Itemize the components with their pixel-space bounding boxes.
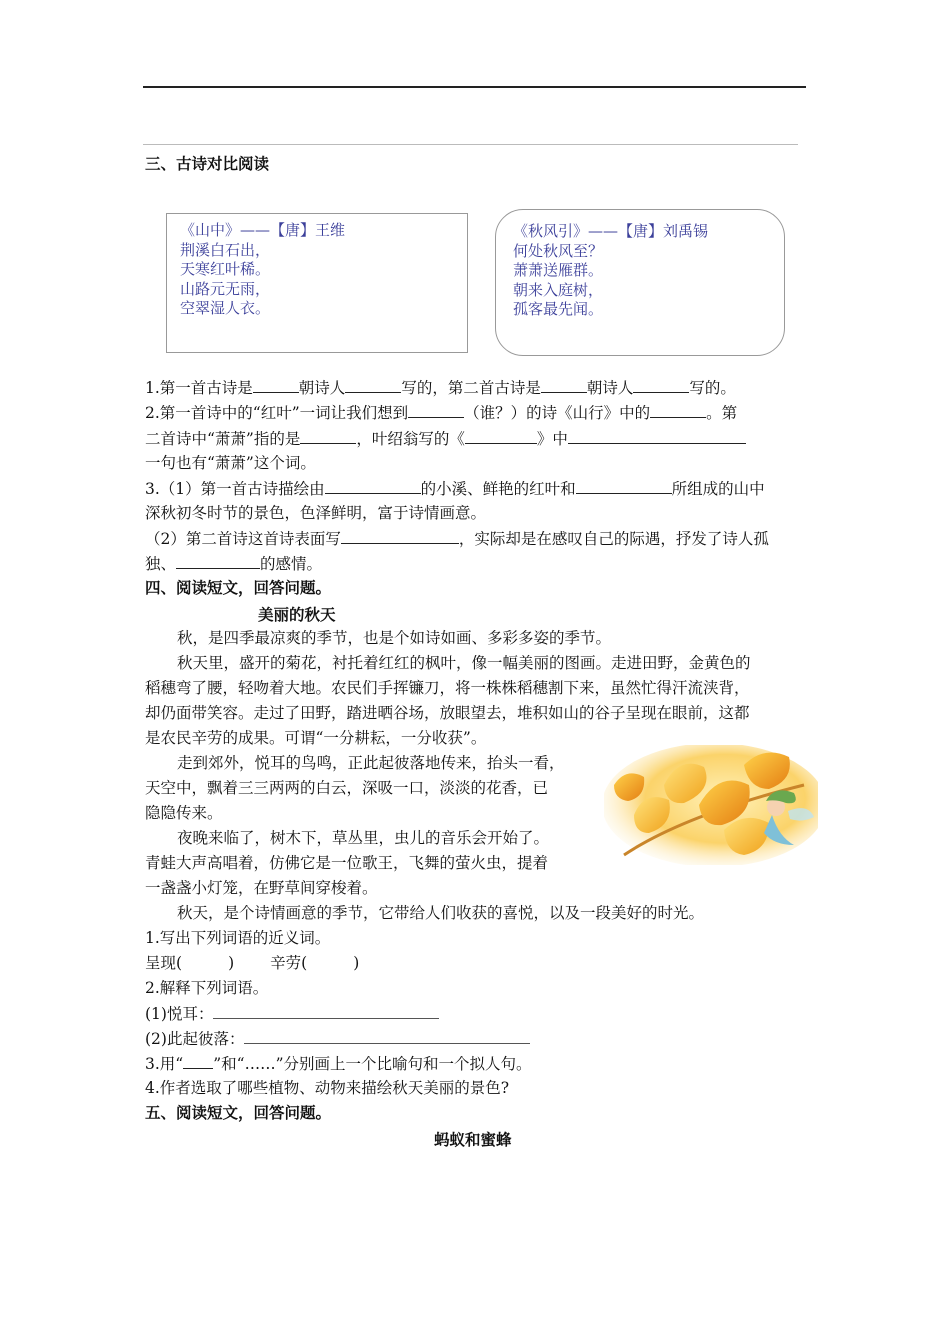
poem1-title: 《山中》——【唐】王维 <box>180 221 346 239</box>
answer-blank[interactable] <box>408 402 464 418</box>
answer-blank[interactable] <box>345 377 401 393</box>
s3-question-2-line1 <box>145 402 737 423</box>
answer-blank[interactable] <box>465 428 537 444</box>
answer-blank[interactable] <box>633 377 689 393</box>
poem2-title: 《秋风引》——【唐】刘禹锡 <box>513 222 709 240</box>
poem2 <box>513 222 708 320</box>
text: ，叶绍翁写的《 <box>356 430 465 448</box>
paragraph-5: 秋天，是个诗情画意的季节，它带给人们收获的喜悦，以及一段美好的时光。 <box>177 904 705 922</box>
answer-blank[interactable] <box>568 428 746 444</box>
s4-question-2: 2.解释下列词语。 <box>145 979 269 997</box>
s3-question-3-line1 <box>145 478 765 499</box>
s4-question-3 <box>145 1053 532 1074</box>
paragraph-2-line: 是农民辛劳的成果。可谓“一分耕耘，一分收获”。 <box>145 729 487 747</box>
s3-question-2-line3: 一句也有“萧萧”这个词。 <box>145 454 316 472</box>
text: 3.用“ <box>145 1055 184 1073</box>
paragraph-2-line: 却仍面带笑容。走过了田野，踏进晒谷场，放眼望去，堆积如山的谷子呈现在眼前，这都 <box>145 704 750 722</box>
poem2-line: 萧萧送雁群。 <box>513 261 604 279</box>
passage2-title: 蚂蚁和蜜蜂 <box>434 1130 512 1149</box>
s4-question-1-items <box>145 953 359 973</box>
s3-question-1 <box>145 377 736 398</box>
poem1-line: 空翠湿人衣。 <box>180 299 271 317</box>
answer-blank[interactable] <box>253 377 299 393</box>
answer-blank[interactable] <box>325 478 421 494</box>
answer-blank[interactable] <box>300 428 356 444</box>
poem1-line: 荆溪白石出， <box>180 240 271 259</box>
paragraph-4-line: 一盏盏小灯笼，在野草间穿梭着。 <box>145 879 378 897</box>
text: （谁？）的诗《山行》中的 <box>464 404 651 422</box>
paragraph-1: 秋，是四季最凉爽的季节，也是个如诗如画、多彩多姿的季节。 <box>177 629 612 647</box>
poem1 <box>180 221 345 319</box>
answer-blank[interactable] <box>541 377 587 393</box>
poem2-line: 孤客最先闻。 <box>513 300 604 318</box>
text: 1.第一首古诗是 <box>145 379 253 397</box>
paragraph-4-line: 夜晚来临了，树木下，草丛里，虫儿的音乐会开始了。 <box>177 829 550 847</box>
s4-question-2b <box>145 1028 530 1049</box>
text: 写的。 <box>689 379 736 397</box>
paragraph-2-line: 稻穗弯了腰，轻吻着大地。农民们手挥镰刀，将一株株稻穗割下来，虽然忙得汗流浃背， <box>145 679 750 697</box>
s3-question-3-line3 <box>145 528 769 549</box>
autumn-fairy-illustration <box>604 745 818 865</box>
text: 写的，第二首古诗是 <box>401 379 541 397</box>
separator-rule <box>143 144 798 145</box>
poem1-line: 山路元无雨， <box>180 279 271 298</box>
poem2-line: 朝来入庭树， <box>513 280 604 299</box>
answer-blank[interactable] <box>650 402 706 418</box>
answer-blank[interactable] <box>176 553 260 569</box>
text: 朝诗人 <box>586 379 634 397</box>
text: 朝诗人 <box>298 379 346 397</box>
s4-question-1: 1.写出下列词语的近义词。 <box>145 929 331 947</box>
paragraph-3-line: 隐隐传来。 <box>145 804 223 822</box>
section4-heading: 四、阅读短文，回答问题。 <box>145 578 332 597</box>
text: 辛劳( <box>270 954 308 972</box>
text: 所组成的山中 <box>671 480 765 498</box>
text: ”和“……”分别画上一个比喻句和一个拟人句。 <box>213 1055 532 1073</box>
poem2-line: 何处秋风至？ <box>513 241 604 260</box>
text: （2）第二首诗这首诗表面写 <box>145 530 341 548</box>
answer-blank[interactable] <box>244 1028 530 1044</box>
s3-question-3-line4 <box>145 553 322 574</box>
section5-heading: 五、阅读短文，回答问题。 <box>145 1103 332 1122</box>
text: 呈现( <box>145 954 183 972</box>
section3-heading: 三、古诗对比阅读 <box>145 154 270 173</box>
text: 的感情。 <box>260 555 323 573</box>
text: 3.（1）第一首古诗描绘由 <box>145 480 325 498</box>
text: 的小溪、鲜艳的红叶和 <box>420 480 576 498</box>
paragraph-4-line: 青蛙大声高唱着，仿佛它是一位歌王，飞舞的萤火虫，提着 <box>145 854 549 872</box>
paragraph-3-line: 天空中，飘着三三两两的白云，深吸一口，淡淡的花香，已 <box>145 779 549 797</box>
text: (2)此起彼落： <box>145 1030 245 1048</box>
s3-question-3-line2: 深秋初冬时节的景色，色泽鲜明，富于诗情画意。 <box>145 504 487 522</box>
s4-question-4: 4.作者选取了哪些植物、动物来描绘秋天美丽的景色? <box>145 1079 510 1097</box>
s3-question-2-line2 <box>145 428 746 449</box>
paragraph-2-line: 秋天里，盛开的菊花，衬托着红红的枫叶，像一幅美丽的图画。走进田野，金黄色的 <box>177 654 751 672</box>
paragraph-3-line: 走到郊外，悦耳的鸟鸣，正此起彼落地传来，抬头一看， <box>177 754 565 772</box>
text: 独、 <box>145 555 177 573</box>
text: (1)悦耳： <box>145 1005 214 1023</box>
text: 》中 <box>536 430 568 448</box>
underline-sample <box>183 1053 213 1069</box>
header-rule <box>143 86 806 88</box>
text: ) <box>353 954 360 972</box>
passage-title: 美丽的秋天 <box>258 605 336 624</box>
text: ，实际却是在感叹自己的际遇，抒发了诗人孤 <box>458 530 769 548</box>
s4-question-2a <box>145 1003 439 1024</box>
text: 。第 <box>706 404 738 422</box>
poem1-line: 天寒红叶稀。 <box>180 260 271 278</box>
answer-blank[interactable] <box>576 478 672 494</box>
answer-blank[interactable] <box>341 528 459 544</box>
answer-blank[interactable] <box>213 1003 439 1019</box>
text: ) <box>228 954 235 972</box>
text: 二首诗中“萧萧”指的是 <box>145 430 301 448</box>
text: 2.第一首诗中的“红叶”一词让我们想到 <box>145 404 409 422</box>
